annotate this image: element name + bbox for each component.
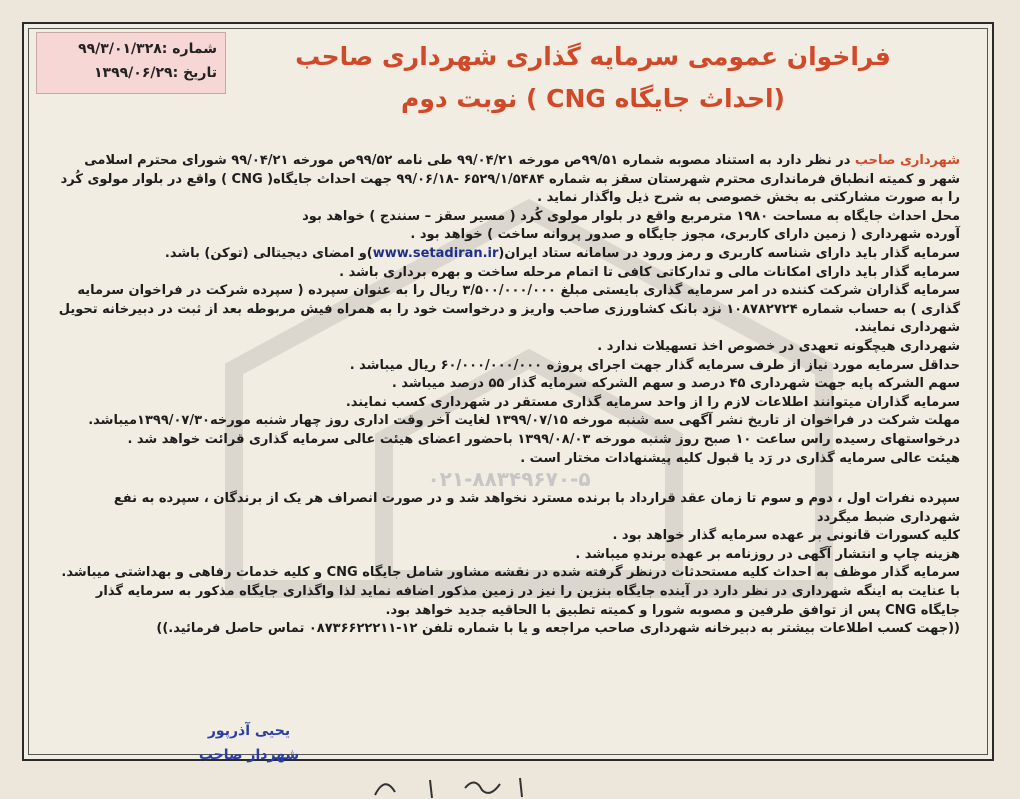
- paragraph-legal-deductions: کلیه کسورات قانونی بر عهده سرمایه گذار خواهد بود .: [612, 528, 960, 544]
- paragraph-intro: شهرداری صاحب در نظر دارد به استناد مصوبه شماره ۹۹/۵۱ص مورخه ۹۹/۰۴/۲۱ طی نامه ۹۹/۵۲ص مورخه ۹۹/۰۴/۲۱ شورای محترم اسلامی شهر و کمیته انطباق فرمانداری محترم شهرستان سقز به شماره ۶۵۲۹/۱/۵۴۸۴ -۹۹/۰۶/۱۸ جهت احداث جایگاه( CNG ) واقع در بلوار مولوی کُرد را به صورت مشارکتی به بخش خصوصی به شرح ذیل واگذار نماید .: [60, 153, 960, 206]
- municipality-name: شهرداری صاحب: [854, 153, 960, 168]
- paragraph-publication-cost: هزینه چاپ و انتشار آگهی در روزنامه بر عهده برندهِ میباشد .: [575, 546, 960, 562]
- paragraph-future-station: با عنایت به اینگه شهرداری در نظر دارد در آینده جایگاه بنزین را نیز در زمین مذکور اضافه نماید لذا واگذاری جایگاه مذکور به سرمایه گذار جایگاه CNG پس از توافق طرفین و مصوبه شورا و کمیته تطبیق با الحاقیه جدید خواهد بود.: [95, 584, 960, 618]
- reference-date: تاریخ :۱۳۹۹/۰۶/۲۹: [94, 65, 217, 81]
- paragraph-facilities: سرمایه گذار موظف به احداث کلیه مستحدثات درنظر گرفته شده در نقشه مشاور شامل جایگاه CNG و کلیه خدمات رفاهی و بهداشتی میباشد.: [61, 565, 960, 581]
- paragraph-municipality-contribution: آورده شهرداری ( زمین دارای کاربری، مجوز جایگاه و صدور پروانه ساخت ) خواهد بود .: [410, 227, 960, 243]
- paragraph-committee-authority: هیئت عالی سرمایه گذاری در رَد یا قبول کلیه پیشنهادات مختار است .: [520, 450, 960, 466]
- paragraph-minimum-capital: حداقل سرمایه مورد نیاز از طرف سرمایه گذار جهت اجرای پروژه ۶۰/۰۰۰/۰۰۰/۰۰۰ ریال میباشد .: [349, 357, 960, 373]
- paragraph-deadline: مهلت شرکت در فراخوان از تاریخ نشر آگهی سه شنبه مورخه ۱۳۹۹/۰۷/۱۵ لغایت آخر وقت اداری روز چهار شنبه مورخه۱۳۹۹/۰۷/۳۰میباشد.: [88, 413, 960, 429]
- reference-number: شماره :۹۹/۳/۰۱/۳۲۸: [78, 41, 217, 57]
- signatory-name: یحیی آذرپور: [207, 723, 291, 739]
- paragraph-contact: ((جهت کسب اطلاعات بیشتر به دبیرخانه شهرداری صاحب مراجعه و یا با شماره تلفن ۱۲-۰۸۷۳۶۶۲۲۲۱۱ تماس حاصل فرمائید.)): [156, 621, 960, 637]
- paragraph-deposit-return: سپرده نفرات اول ، دوم و سوم تا زمان عقد قرارداد با برنده مسترد نخواهد شد و در صورت انصراف هر یک از برندگان ، سپرده به نفع شهرداری ضبط میگردد: [113, 491, 960, 525]
- paragraph-information: سرمایه گذاران میتوانند اطلاعات لازم را از واحد سرمایه گذاری مستقر در شهرداری کسب نمایند.: [345, 394, 960, 410]
- paragraph-no-facilities: شهرداری هیچگونه تعهدی در خصوص اخذ تسهیلات ندارد .: [597, 338, 960, 354]
- handwriting-scribble-icon: [370, 770, 550, 799]
- announcement-title: [234, 36, 952, 120]
- announcement-frame: [22, 22, 994, 761]
- paragraph-location: محل احداث جایگاه به مساحت ۱۹۸۰ مترمربع واقع در بلوار مولوی کُرد ( مسیر سقز – سنندج ) خواهد بود: [302, 208, 960, 224]
- paragraph-shares: سهم الشرکه پایه جهت شهرداری ۴۵ درصد و سهم الشرکه سرمایه گذار ۵۵ درصد میباشد .: [391, 376, 960, 392]
- title-line-2: (احداث جایگاه CNG ) نوبت دوم: [401, 84, 785, 113]
- signature-block: [174, 719, 324, 767]
- paragraph-registration: سرمایه گذار باید دارای شناسه کاربری و رمز ورود در سامانه ستاد ایران(www.setadiran.ir)و امضای دیجیتالی (توکن) باشد.: [164, 245, 960, 261]
- title-line-1: فراخوان عمومی سرمایه گذاری شهرداری صاحب: [295, 42, 891, 71]
- agency-phone-watermark: ۰۲۱-۸۸۳۴۹۶۷۰-۵: [427, 467, 591, 492]
- setadiran-link[interactable]: www.setadiran.ir: [372, 245, 499, 261]
- paragraph-financial-capacity: سرمایه گذار باید دارای امکانات مالی و تدارکاتی کافی تا اتمام مرحله ساخت و بهره برداری باشد .: [339, 264, 960, 280]
- reference-box: [36, 32, 226, 94]
- announcement-body: [58, 152, 960, 639]
- signatory-role: شهردار صاحب: [198, 747, 300, 763]
- paragraph-deposit: سرمایه گذاران شرکت کننده در امر سرمایه گذاری بایستی مبلغ ۳/۵۰۰/۰۰۰/۰۰۰ ریال را به عنوان سپرده ( سپرده شرکت در فراخوان سرمایه گذاری ) به حساب شماره ۱۰۸۷۸۲۷۲۴ نزد بانک کشاورزی صاحب واریز و درخواست خود را به همراه فیش مربوطه بعد از ثبت در دبیرخانه تحویل شهرداری نمایند.: [58, 283, 960, 336]
- paragraph-opening: درخواستهای رسیده راس ساعت ۱۰ صبح روز شنبه مورخه ۱۳۹۹/۰۸/۰۳ باحضور اعضای هیئت عالی سرمایه گذاری قرائت خواهد شد .: [127, 431, 960, 447]
